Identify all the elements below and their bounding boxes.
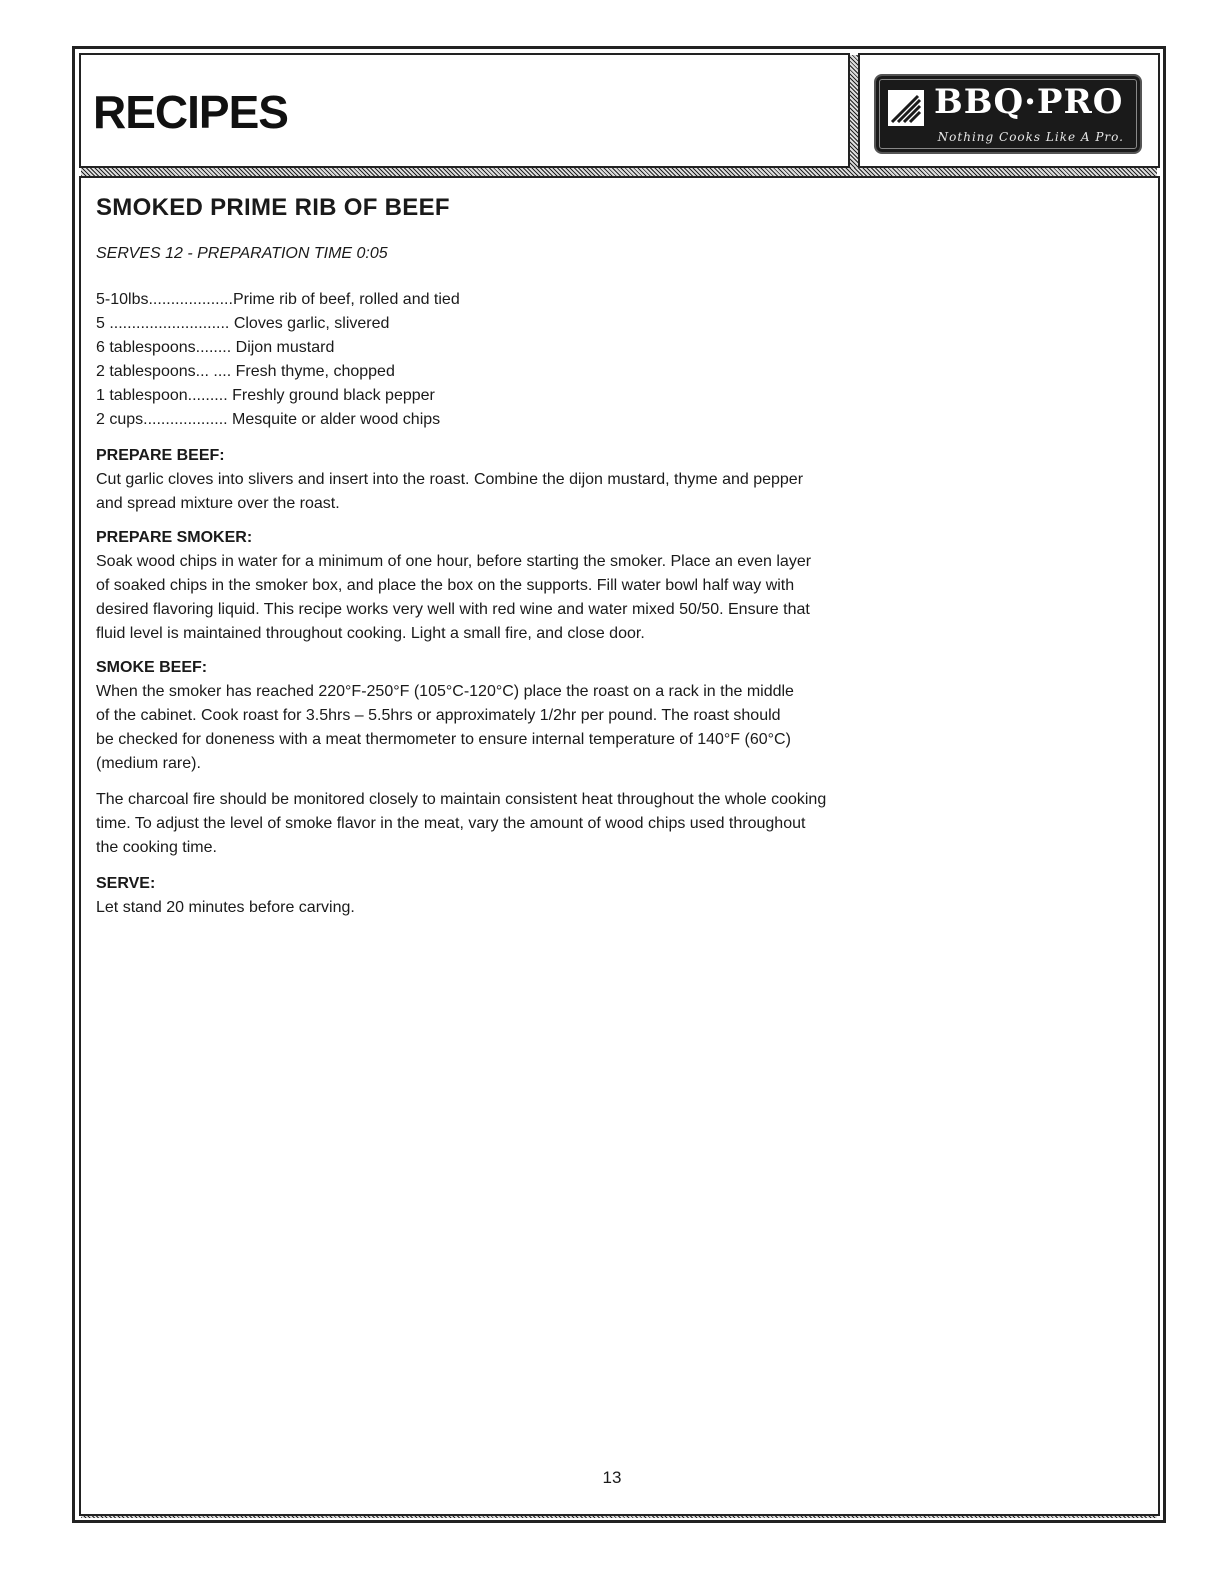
section-smoke-beef [96,656,856,860]
section-line: (medium rare). [96,755,201,772]
logo-tagline: Nothing Cooks Like A Pro. [937,130,1124,144]
section-line: of the cabinet. Cook roast for 3.5hrs – 5.5hrs or approximately 1/2hr per pound. The roast should [96,707,781,724]
section-line: of soaked chips in the smoker box, and place the box on the supports. Fill water bowl half way with [96,577,795,594]
section-line: Cut garlic cloves into slivers and insert into the roast. Combine the dijon mustard, thyme and pepper [96,471,804,488]
border-hatch-middle [81,168,1157,176]
section-heading: PREPARE BEEF: [96,447,225,464]
section-line: time. To adjust the level of smoke flavor in the meat, vary the amount of wood chips used throughout [96,815,806,832]
ingredient-item: 5 ........................... Cloves garlic, slivered [96,315,390,332]
ingredient-item: 1 tablespoon......... Freshly ground black pepper [96,387,435,404]
recipe-title: SMOKED PRIME RIB OF BEEF [96,194,450,221]
ingredient-item: 2 tablespoons... .... Fresh thyme, chopped [96,363,395,380]
ingredient-list [96,288,856,432]
brand-logo [874,74,1142,154]
recipe-servings: SERVES 12 - PREPARATION TIME 0:05 [96,245,388,262]
flame-stripes-icon [888,90,924,126]
section-prepare-beef [96,444,856,516]
smoke-beef-note [96,788,856,860]
section-serve [96,872,856,920]
section-line: Soak wood chips in water for a minimum of one hour, before starting the smoker. Place an even layer [96,553,812,570]
border-hatch-divider [850,55,858,168]
ingredient-item: 5-10lbs...................Prime rib of beef, rolled and tied [96,291,460,308]
page-title: RECIPES [93,86,288,138]
section-line: and spread mixture over the roast. [96,495,340,512]
section-line: fluid level is maintained throughout cooking. Light a small fire, and close door. [96,625,645,642]
section-heading: PREPARE SMOKER: [96,529,253,546]
section-line: The charcoal fire should be monitored closely to maintain consistent heat throughout the whole cooking [96,791,827,808]
section-heading: SMOKE BEEF: [96,659,208,676]
section-line: Let stand 20 minutes before carving. [96,899,355,916]
section-line: When the smoker has reached 220°F-250°F (105°C-120°C) place the roast on a rack in the middle [96,683,794,700]
recipe [96,194,856,920]
section-prepare-smoker [96,526,856,646]
logo-brand-text: BBQ·PRO [934,82,1124,122]
section-heading: SERVE: [96,875,156,892]
page-number: 13 [602,1468,622,1487]
section-line: desired flavoring liquid. This recipe works very well with red wine and water mixed 50/50. Ensure that [96,601,810,618]
section-line: be checked for doneness with a meat thermometer to ensure internal temperature of 140°F (60°C) [96,731,791,748]
section-line: the cooking time. [96,839,217,856]
border-hatch-bottom [81,1516,1157,1518]
ingredient-item: 6 tablespoons........ Dijon mustard [96,339,335,356]
ingredient-item: 2 cups................... Mesquite or alder wood chips [96,411,441,428]
